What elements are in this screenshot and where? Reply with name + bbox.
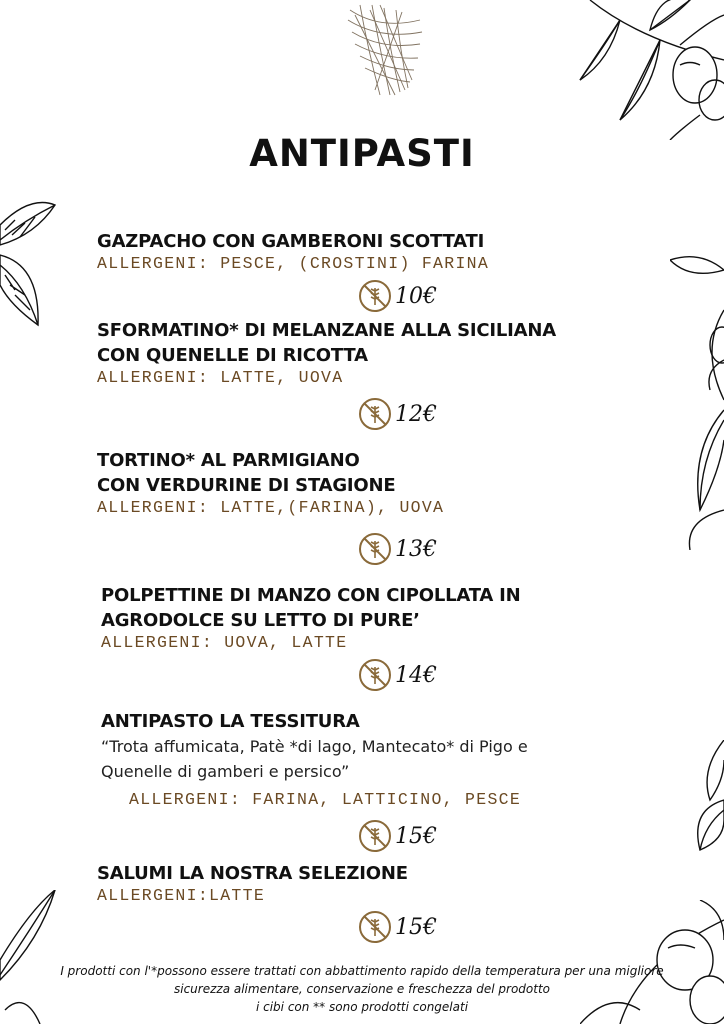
price-tag <box>358 818 437 854</box>
allergens-text: ALLERGENI: UOVA, LATTE <box>101 633 348 652</box>
footer-note <box>0 962 724 1016</box>
leaves-left-middle <box>0 195 60 345</box>
leaves-right-middle <box>670 250 724 550</box>
dish-description-line: “Trota affumicata, Patè *di lago, Mantecato* di Pigo e <box>101 737 528 756</box>
dish-name <box>97 861 408 886</box>
footer-line: I prodotti con l'*possono essere trattati con abbattimento rapido della temperatura per una migliore <box>60 964 664 978</box>
dish-name-line: AGRODOLCE SU LETTO DI PURE’ <box>101 610 420 631</box>
menu-item <box>97 318 556 388</box>
dish-name <box>97 229 489 254</box>
dish-name-line: SALUMI LA NOSTRA SELEZIONE <box>97 863 408 884</box>
allergens-text: ALLERGENI: LATTE, UOVA <box>97 368 344 387</box>
dish-name <box>97 318 556 368</box>
dish-name-line: GAZPACHO CON GAMBERONI SCOTTATI <box>97 231 485 252</box>
gluten-free-icon <box>358 532 392 566</box>
menu-item <box>101 709 528 810</box>
dish-description-line: Quenelle di gamberi e persico” <box>101 762 350 781</box>
gluten-free-icon <box>358 819 392 853</box>
menu-item <box>101 583 521 653</box>
price-value: 13€ <box>395 536 437 562</box>
page-title: ANTIPASTI <box>249 132 475 175</box>
allergens-text: ALLERGENI: PESCE, (CROSTINI) FARINA <box>97 254 490 273</box>
menu-item <box>97 861 408 906</box>
dish-name-line: ANTIPASTO LA TESSITURA <box>101 711 360 732</box>
woven-lines-decoration <box>340 0 430 100</box>
price-tag <box>358 909 437 945</box>
dish-name <box>97 448 444 498</box>
dish-name <box>101 709 528 734</box>
gluten-free-icon <box>358 279 392 313</box>
leaves-right-lower <box>680 740 724 860</box>
gluten-free-icon <box>358 910 392 944</box>
allergens-text: ALLERGENI: FARINA, LATTICINO, PESCE <box>129 790 522 809</box>
dish-name-line: TORTINO* AL PARMIGIANO <box>97 450 360 471</box>
dish-name-line: SFORMATINO* DI MELANZANE ALLA SICILIANA <box>97 320 557 341</box>
footer-line: sicurezza alimentare, conservazione e freschezza del prodotto <box>173 982 550 996</box>
allergens-text: ALLERGENI: LATTE,(FARINA), UOVA <box>97 498 445 517</box>
dish-name-line: CON VERDURINE DI STAGIONE <box>97 475 396 496</box>
dish-name <box>101 583 521 633</box>
allergens-text: ALLERGENI:LATTE <box>97 886 266 905</box>
price-value: 14€ <box>395 662 437 688</box>
gluten-free-icon <box>358 658 392 692</box>
dish-name-line: POLPETTINE DI MANZO CON CIPOLLATA IN <box>101 585 521 606</box>
footer-line: i cibi con ** sono prodotti congelati <box>255 1000 469 1014</box>
dish-description <box>101 734 528 784</box>
price-tag <box>358 531 437 567</box>
price-value: 15€ <box>395 914 437 940</box>
price-value: 10€ <box>395 283 437 309</box>
menu-item <box>97 229 489 274</box>
price-value: 12€ <box>395 401 437 427</box>
menu-item <box>97 448 444 518</box>
price-tag <box>358 278 437 314</box>
price-tag <box>358 657 437 693</box>
dish-name-line: CON QUENELLE DI RICOTTA <box>97 345 368 366</box>
olive-branch-top-right <box>560 0 724 140</box>
price-value: 15€ <box>395 823 437 849</box>
price-tag <box>358 396 437 432</box>
gluten-free-icon <box>358 397 392 431</box>
